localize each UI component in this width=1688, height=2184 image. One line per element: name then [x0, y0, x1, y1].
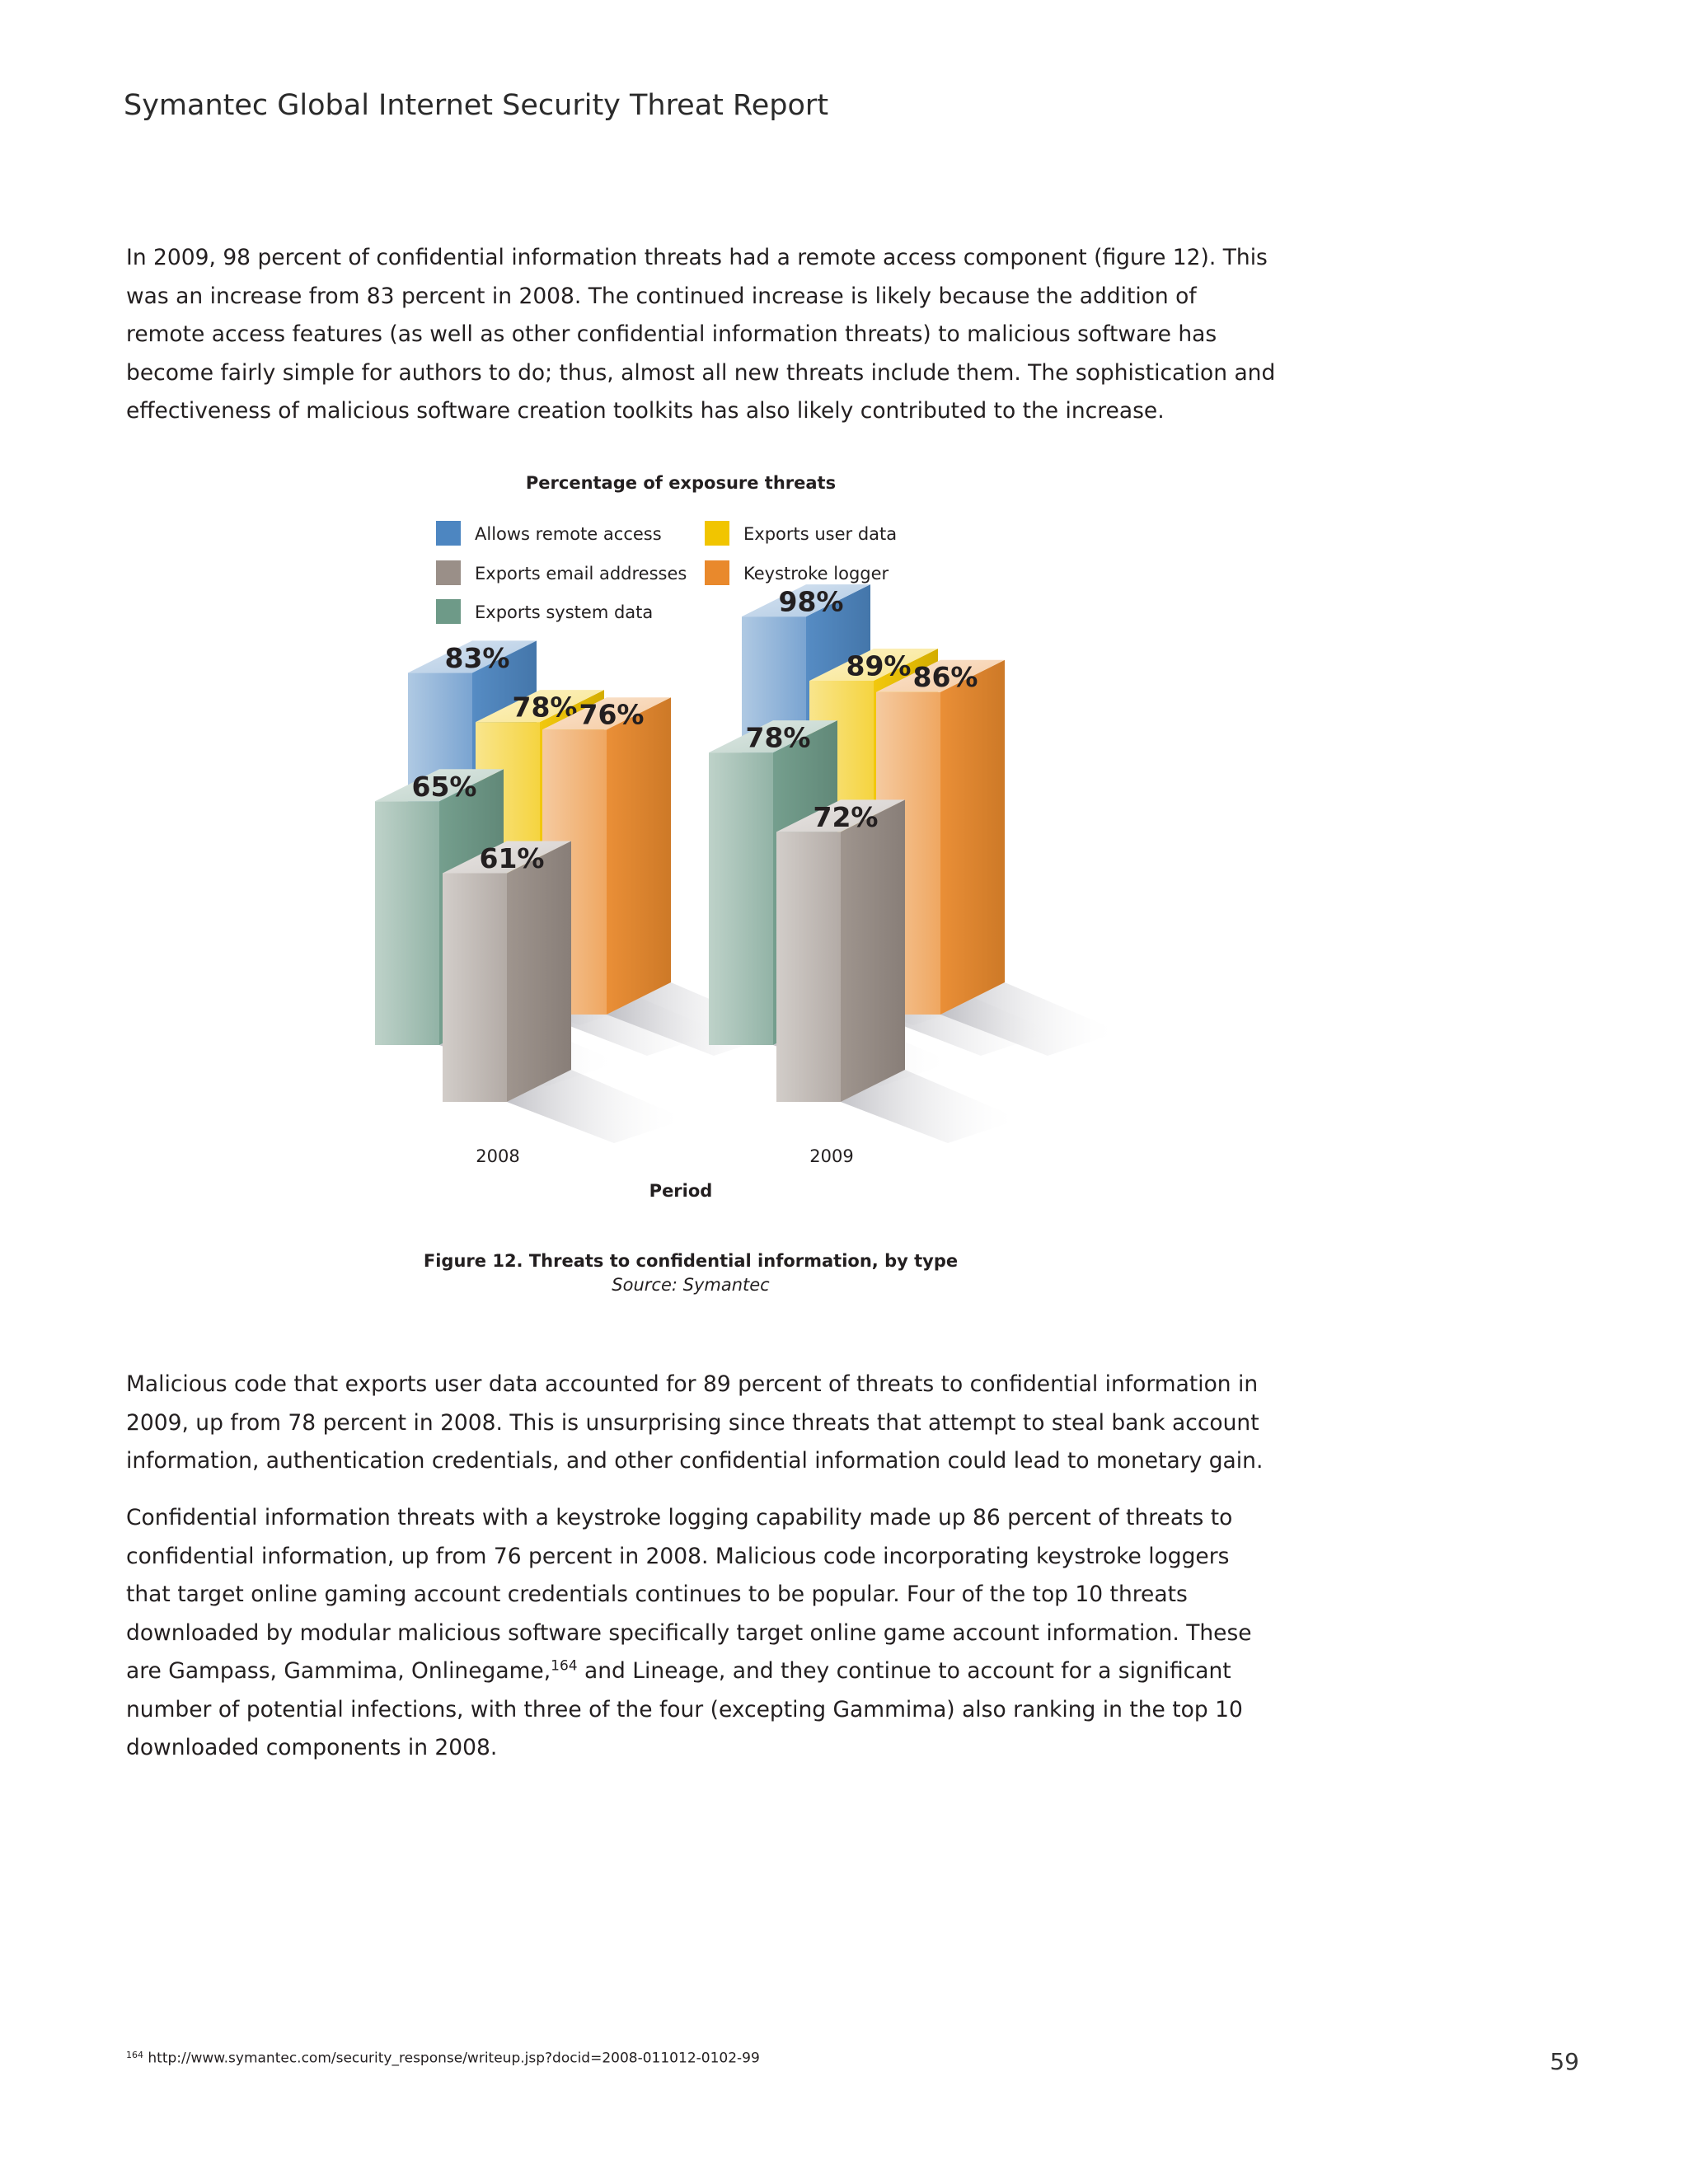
x-axis-label: Period	[649, 1181, 713, 1201]
figure-caption: Figure 12. Threats to confidential information, by type	[423, 1251, 959, 1271]
bar-value-label-exports-system-data-2008: 65%	[411, 770, 477, 803]
bar-value-label-allows-remote-access-2009: 98%	[778, 585, 844, 618]
bar-side-keystroke-logger-2008	[607, 697, 671, 1015]
figure-source: Source: Symantec	[612, 1275, 770, 1295]
bar-front-exports-system-data-2009	[709, 752, 773, 1045]
bar-value-label-exports-email-addresses-2009: 72%	[813, 800, 879, 833]
legend-label-keystroke-logger: Keystroke logger	[743, 564, 889, 583]
bar-value-label-keystroke-logger-2008: 76%	[579, 698, 645, 731]
legend-swatch-exports-email-addresses	[436, 560, 461, 585]
x-axis-ticks	[476, 1146, 853, 1166]
page-number: 59	[1550, 2048, 1579, 2075]
bar-value-label-keystroke-logger-2009: 86%	[912, 661, 978, 694]
bar-side-exports-email-addresses-2008	[507, 841, 571, 1102]
bar-front-exports-email-addresses-2009	[776, 832, 841, 1102]
paragraph-remote-access: In 2009, 98 percent of confidential information threats had a remote access component (figure 12). This was an increase from 83 percent in 2008. The continued increase is likely because the addition of remote access features (as well as other confidential information threats) to malicious software has become fairly simple for authors to do; thus, almost all new threats include them. The sophistication and effectiveness of malicious software creation toolkits has also likely contributed to the increase.	[126, 245, 1276, 424]
legend-swatch-exports-user-data	[705, 521, 729, 546]
chart-title: Percentage of exposure threats	[525, 473, 837, 493]
legend-item-exports-email-addresses	[436, 560, 687, 585]
legend-item-keystroke-logger	[705, 560, 889, 585]
legend-label-exports-user-data: Exports user data	[743, 524, 898, 544]
x-tick-label-2009: 2009	[809, 1146, 854, 1166]
legend-label-allows-remote-access: Allows remote access	[475, 524, 662, 544]
footnote-number: 164	[126, 2050, 143, 2060]
legend-item-exports-system-data	[436, 599, 653, 624]
footnote	[126, 2050, 760, 2067]
legend-swatch-exports-system-data	[436, 599, 461, 624]
bar-exports-email-addresses-2009	[776, 799, 905, 1102]
bar-front-exports-email-addresses-2008	[443, 873, 507, 1102]
bar-value-label-exports-user-data-2008: 78%	[512, 691, 578, 724]
paragraph-keystroke-text-a: Confidential information threats with a keystroke logging capability made up 86 percent of threats to confidential information, up from 76 percent in 2008. Malicious code incorporating keystroke loggers that target online gaming account credentials continues to be popular. Four of the top 10 threats downloaded by modular malicious software specifically target online game account information. These are Gampass, Gammima, Onlinegame,	[126, 1505, 1252, 1684]
legend-item-exports-user-data	[705, 521, 897, 546]
legend-label-exports-email-addresses: Exports email addresses	[475, 564, 687, 583]
footnote-reference: 164	[551, 1657, 578, 1675]
bar-value-label-exports-system-data-2009: 78%	[745, 721, 811, 754]
legend-swatch-keystroke-logger	[705, 560, 729, 585]
legend-swatch-allows-remote-access	[436, 521, 461, 546]
legend-item-allows-remote-access	[436, 521, 662, 546]
paragraph-keystroke-logger	[126, 1499, 1280, 1768]
bar-side-exports-email-addresses-2009	[841, 799, 905, 1102]
bar-value-label-allows-remote-access-2008: 83%	[444, 641, 510, 674]
paragraph-user-data: Malicious code that exports user data accounted for 89 percent of threats to confidential information in 2009, up from 78 percent in 2008. This is unsurprising since threats that attempt to steal bank account information, authentication credentials, and other confidential information could lead to monetary gain.	[126, 1371, 1264, 1474]
bar-value-label-exports-user-data-2009: 89%	[846, 649, 912, 682]
legend-label-exports-system-data: Exports system data	[475, 602, 654, 622]
x-tick-label-2008: 2008	[476, 1146, 520, 1166]
bar-front-exports-system-data-2008	[375, 801, 439, 1045]
paragraph-keystroke-text-b: and Lineage, and they continue to account for a significant number of potential infections, with three of the four (excepting Gammima) also ranking in the top 10 downloaded components in 2008.	[126, 1658, 1243, 1760]
bar-exports-email-addresses-2008	[443, 841, 571, 1102]
bar-value-label-exports-email-addresses-2008: 61%	[479, 841, 545, 874]
report-title: Symantec Global Internet Security Threat Report	[124, 89, 829, 122]
footnote-url: http://www.symantec.com/security_response/writeup.jsp?docid=2008-011012-0102-99	[143, 2050, 760, 2067]
bar-side-keystroke-logger-2009	[940, 660, 1005, 1015]
